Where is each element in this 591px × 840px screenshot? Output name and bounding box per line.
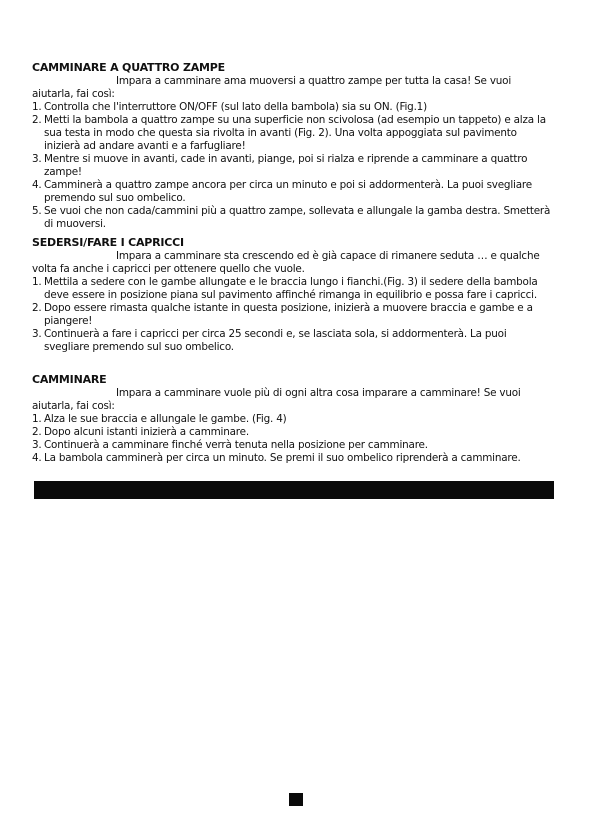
section-title: CAMMINARE A QUATTRO ZAMPE bbox=[32, 61, 225, 74]
black-divider-bar bbox=[34, 481, 554, 499]
list-item: 3. Continuerà a camminare finché verrà tenuta nella posizione per camminare. bbox=[32, 439, 428, 451]
list-item: 2. Dopo alcuni istanti inizierà a camminare. bbox=[32, 426, 249, 438]
instruction-list bbox=[32, 413, 552, 465]
section-intro: Impara a camminare ama muoversi a quattro zampe per tutta la casa! Se vuoi aiutarla, fai così: bbox=[32, 75, 512, 100]
section-sitting-tantrum bbox=[32, 236, 552, 354]
list-item: 1. Controlla che l'interruttore ON/OFF (sul lato della bambola) sia su ON. (Fig.1) bbox=[32, 101, 427, 113]
list-item: 1. Mettila a sedere con le gambe allungate e le braccia lungo i fianchi.(Fig. 3) il sedere della bambola deve essere in posizione piana sul pavimento affinché rimanga in equilibrio e possa fare i capricci. bbox=[32, 276, 538, 301]
list-item: 5. Se vuoi che non cada/cammini più a quattro zampe, sollevata e allungale la gamba destra. Smetterà di muoversi. bbox=[32, 205, 551, 230]
instruction-list bbox=[32, 101, 552, 231]
list-item: 4. La bambola camminerà per circa un minuto. Se premi il suo ombelico riprenderà a camminare. bbox=[32, 452, 521, 464]
section-intro: Impara a camminare vuole più di ogni altra cosa imparare a camminare! Se vuoi aiutarla, fai così: bbox=[32, 387, 521, 412]
list-item: 3. Mentre si muove in avanti, cade in avanti, piange, poi si rialza e riprende a camminare a quattro zampe! bbox=[32, 153, 528, 178]
list-item: 1. Alza le sue braccia e allungale le gambe. (Fig. 4) bbox=[32, 413, 287, 425]
instruction-list bbox=[32, 276, 552, 354]
section-crawling bbox=[32, 61, 552, 231]
section-title: CAMMINARE bbox=[32, 373, 107, 386]
section-walking bbox=[32, 373, 552, 465]
section-title: SEDERSI/FARE I CAPRICCI bbox=[32, 236, 184, 249]
list-item: 4. Camminerà a quattro zampe ancora per circa un minuto e poi si addormenterà. La puoi svegliare premendo sul suo ombelico. bbox=[32, 179, 532, 204]
list-item: 2. Dopo essere rimasta qualche istante in questa posizione, inizierà a muovere braccia e gambe e a piangere! bbox=[32, 302, 533, 327]
list-item: 3. Continuerà a fare i capricci per circa 25 secondi e, se lasciata sola, si addormenterà. La puoi svegliare premendo sul suo ombelico. bbox=[32, 328, 507, 353]
section-intro: Impara a camminare sta crescendo ed è già capace di rimanere seduta … e qualche volta fa anche i capricci per ottenere quello che vuole. bbox=[32, 250, 540, 275]
list-item: 2. Metti la bambola a quattro zampe su una superficie non scivolosa (ad esempio un tappeto) e alza la sua testa in modo che questa sia rivolta in avanti (Fig. 2). Una volta appoggiata sul pavimento inizierà ad andare avanti e a farfugliare! bbox=[32, 114, 546, 152]
page-marker bbox=[289, 793, 303, 806]
